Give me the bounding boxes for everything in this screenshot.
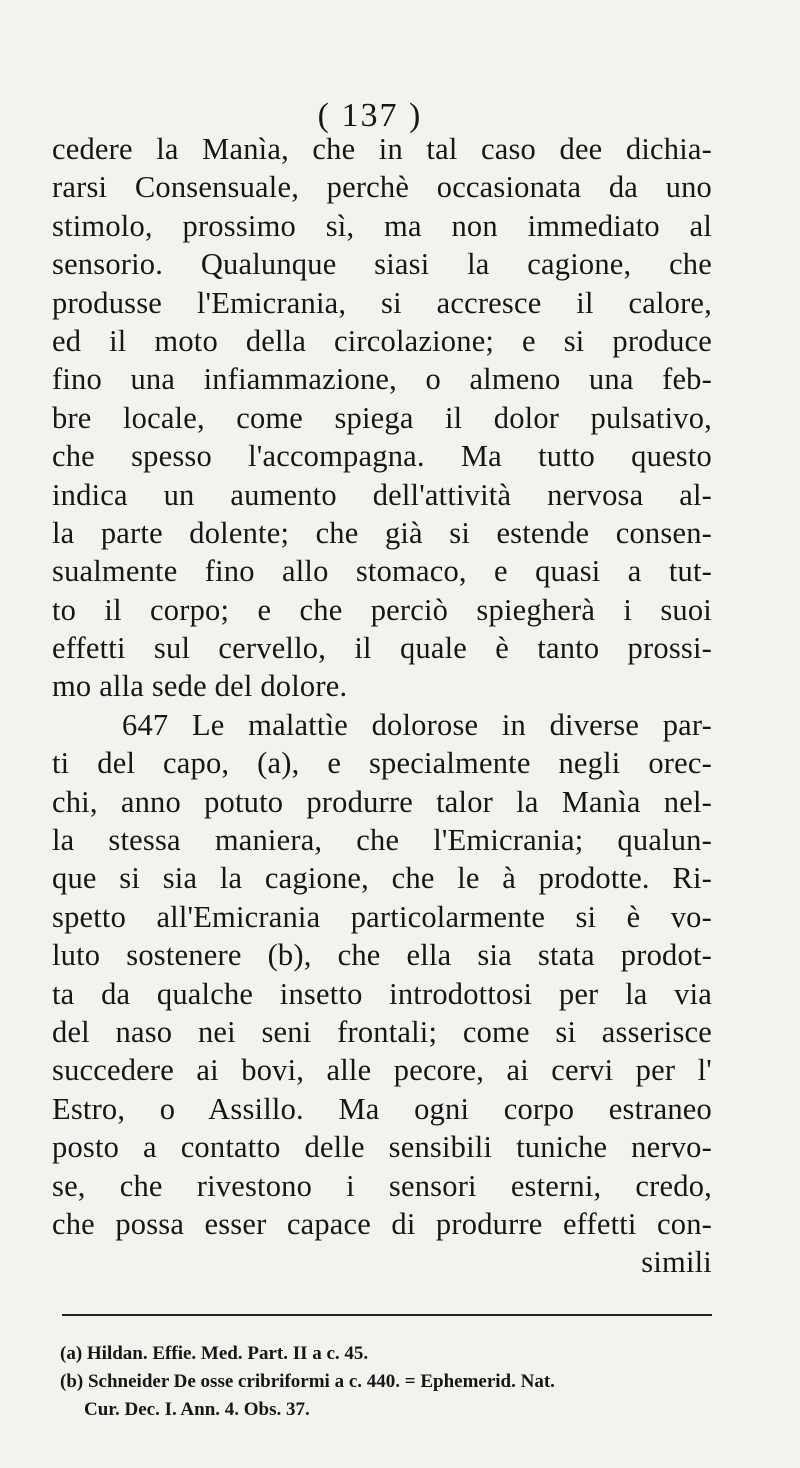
text-line: posto a contatto delle sensibili tuniche nervo- bbox=[52, 1130, 712, 1165]
text-line: produsse l'Emicrania, si accresce il calore, bbox=[52, 285, 712, 320]
text-line: ta da qualche insetto introdottosi per la via bbox=[52, 976, 712, 1011]
text-line: la stessa maniera, che l'Emicrania; qualun- bbox=[52, 823, 712, 858]
text-line: la parte dolente; che già si estende consen- bbox=[52, 515, 712, 550]
body-text bbox=[52, 130, 712, 1282]
text-line: sualmente fino allo stomaco, e quasi a tut- bbox=[52, 554, 712, 589]
text-line: stimolo, prossimo sì, ma non immediato al bbox=[52, 208, 712, 243]
text-line: bre locale, come spiega il dolor pulsativo, bbox=[52, 400, 712, 435]
text-line: indica un aumento dell'attività nervosa al- bbox=[52, 477, 712, 512]
text-line: cedere la Manìa, che in tal caso dee dichia- bbox=[52, 132, 712, 166]
text-line: spetto all'Emicrania particolarmente si è vo- bbox=[52, 899, 712, 934]
text-line: to il corpo; e che perciò spiegherà i suoi bbox=[52, 592, 712, 627]
text-line: fino una infiammazione, o almeno una feb- bbox=[52, 362, 712, 397]
text-line: rarsi Consensuale, perchè occasionata da uno bbox=[52, 170, 712, 205]
text-line: che possa esser capace di produrre effetti con- bbox=[52, 1206, 712, 1241]
text-line: succedere ai bovi, alle pecore, ai cervi per l' bbox=[52, 1053, 712, 1088]
text-line: que si sia la cagione, che le à prodotte. Ri- bbox=[52, 861, 712, 896]
text-line: sensorio. Qualunque siasi la cagione, che bbox=[52, 247, 712, 282]
text-line: ed il moto della circolazione; e si produce bbox=[52, 323, 712, 358]
footnote-b: (b) Schneider De osse cribriformi a c. 440. = Ephemerid. Nat. bbox=[60, 1371, 555, 1392]
text-line: 647 Le malattìe dolorose in diverse par- bbox=[122, 707, 712, 742]
footnote-a: (a) Hildan. Effie. Med. Part. II a c. 45. bbox=[60, 1343, 369, 1364]
text-line: che spesso l'accompagna. Ma tutto questo bbox=[52, 439, 712, 474]
page-number: ( 137 ) bbox=[317, 97, 423, 134]
catchword: simili bbox=[641, 1245, 712, 1280]
paragraph-end-line: mo alla sede del dolore. bbox=[52, 669, 348, 704]
footnote-divider bbox=[62, 1314, 712, 1316]
text-line: ti del capo, (a), e specialmente negli orec- bbox=[52, 746, 712, 781]
text-line: luto sostenere (b), che ella sia stata prodot- bbox=[52, 938, 712, 973]
text-line: effetti sul cervello, il quale è tanto prossi- bbox=[52, 631, 712, 666]
text-line: del naso nei seni frontali; come si asserisce bbox=[52, 1014, 712, 1049]
text-line: Estro, o Assillo. Ma ogni corpo estraneo bbox=[52, 1091, 712, 1126]
text-line: se, che rivestono i sensori esterni, credo, bbox=[52, 1168, 712, 1203]
text-line: chi, anno potuto produrre talor la Manìa nel- bbox=[52, 784, 712, 819]
footnotes bbox=[60, 1340, 740, 1424]
footnote-b-continued: Cur. Dec. I. Ann. 4. Obs. 37. bbox=[84, 1399, 310, 1420]
